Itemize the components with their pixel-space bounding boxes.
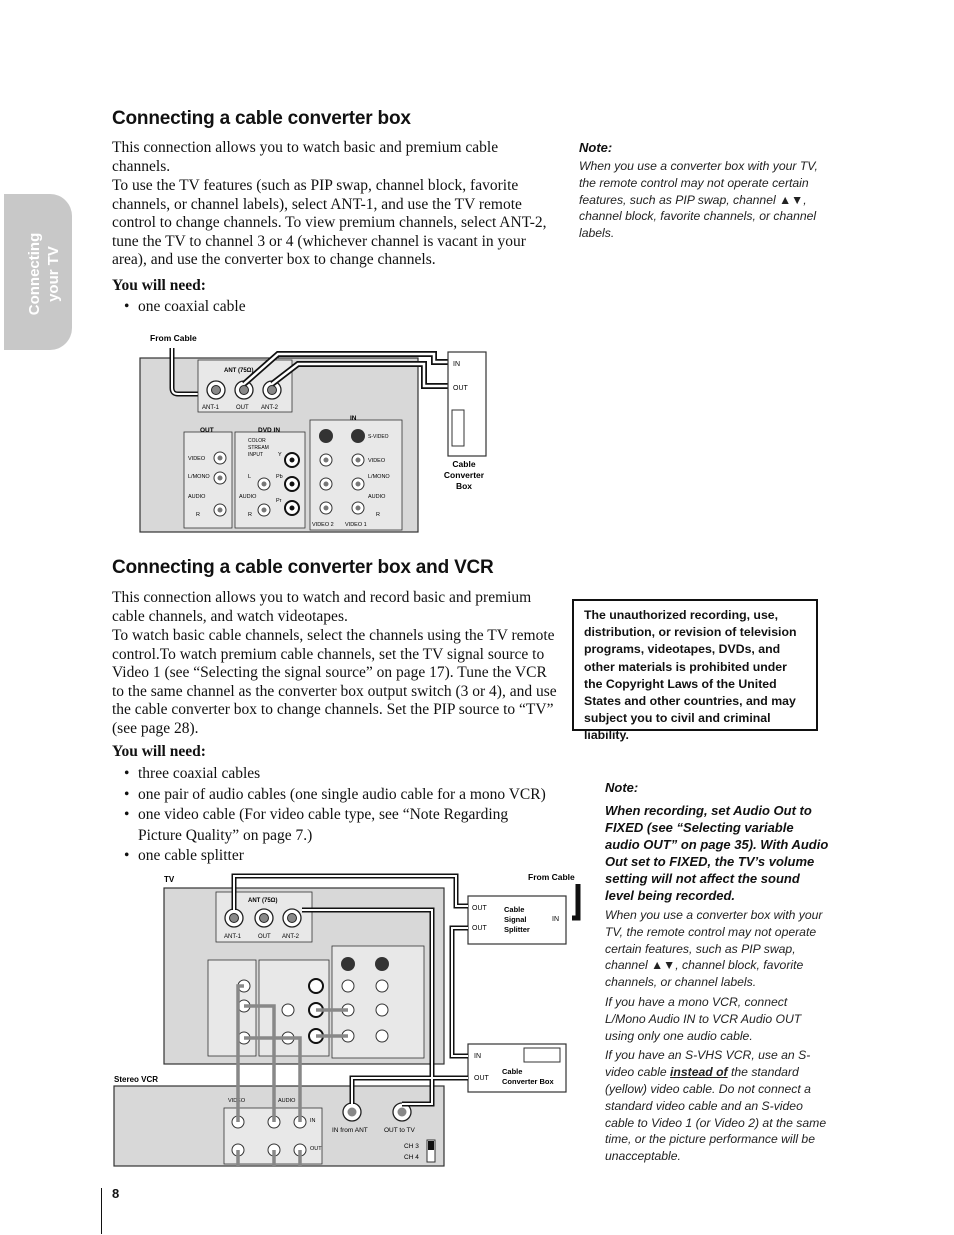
box-label-line1: Cable — [452, 459, 476, 469]
ch3-label: CH 3 — [404, 1143, 419, 1150]
dvd-audio-label: AUDIO — [239, 494, 257, 500]
ant-out-label: OUT — [236, 405, 249, 411]
section2-need-label: You will need: — [112, 743, 206, 760]
svideo-label: S-VIDEO — [368, 434, 389, 440]
need-item: • three coaxial cables — [138, 764, 578, 785]
need-item: • one cable splitter — [138, 846, 578, 867]
section1-para2: To use the TV features (such as PIP swap, channel block, favorite channels, or channel labels), select ANT-1, and use the TV remote control to change channels. To view premium channels, select ANT-2, tune the TV to channel 3 or 4 (whichever channel is vacant in your area), and use the converter box to change channels. — [112, 177, 547, 268]
out-group-label: OUT — [200, 427, 214, 434]
in-group-label: IN — [350, 415, 357, 422]
section1-need-list — [112, 297, 246, 318]
out-video-label: VIDEO — [188, 456, 206, 462]
box-label-line2: Converter — [443, 470, 485, 480]
section1-body — [112, 139, 560, 271]
section2-body — [112, 589, 560, 739]
section2-note-title: Note: — [605, 780, 639, 795]
section1-title: Connecting a cable converter box — [112, 108, 411, 129]
section2-note-p1: When you use a converter box with your TV, the remote control may not operate certain features, such as PIP swap, channel ▲▼, channel block, favorite channels, or channel labels. — [605, 908, 823, 990]
copyright-warning-box: The unauthorized recording, use, distribution, or revision of television programs, videotapes, DVDs, and other materials is prohibited under the Copyright Laws of the United States and other countries, and may subject you to civil and criminal liability. — [572, 599, 818, 731]
box-in-label: IN — [453, 361, 460, 368]
section2-para1: This connection allows you to watch and record basic and premium cable channels, and watch videotapes. — [112, 589, 532, 625]
in-video-label: VIDEO — [368, 458, 386, 464]
side-tab-label — [10, 214, 70, 334]
color-stream-line3: INPUT — [248, 452, 263, 458]
box-label-line3: Box — [455, 481, 473, 491]
out-to-tv-label: OUT to TV — [384, 1127, 415, 1134]
splitter-out1-label: OUT — [472, 905, 487, 912]
need-item: • one pair of audio cables (one single audio cable for a mono VCR) — [138, 785, 578, 806]
need-item: • one coaxial cable — [138, 297, 246, 318]
section2-need-list — [112, 764, 578, 867]
dvd-pr-label: Pr — [276, 498, 282, 504]
section1-note-title: Note: — [579, 140, 613, 155]
section1-need-label: You will need: — [112, 277, 206, 294]
ch4-label: CH 4 — [404, 1154, 419, 1161]
side-tab-line2: your TV — [45, 246, 62, 302]
box-out-label: OUT — [453, 385, 468, 392]
ant2-label: ANT-2 — [261, 405, 279, 411]
splitter-out2-label: OUT — [472, 925, 487, 932]
from-cable-label-2: From Cable — [528, 872, 575, 882]
section2-note-bold: When recording, set Audio Out to FIXED (see “Selecting variable audio OUT” on page 35). With Audio Out set to FIXED, the TV’s volume setting will not affect the sound level being recorded. — [605, 803, 829, 903]
ant-label-2: ANT (75Ω) — [248, 898, 278, 904]
dvd-y-label: Y — [278, 452, 282, 458]
diagram-converter-box-vcr — [112, 870, 586, 1168]
ant1-label-2: ANT-1 — [224, 934, 242, 940]
color-stream-line1: COLOR — [248, 438, 266, 444]
out-lmono-label: L/MONO — [188, 474, 210, 480]
splitter-label-line1: Cable — [504, 905, 525, 914]
splitter-label-line3: Splitter — [504, 925, 530, 934]
ant-out-label-2: OUT — [258, 934, 271, 940]
page-number: 8 — [112, 1186, 120, 1201]
in-from-ant-label: IN from ANT — [332, 1127, 368, 1134]
section2-note-p3c: the standard (yellow) video cable. Do not connect a standard video cable and an S-video cable to Video 1 (or Video 2) at the same time, or the picture performance will be unacceptable. — [605, 1065, 827, 1164]
section1-note-text: When you use a converter box with your TV, the remote control may not operate certain features, such as PIP swap, channel ▲▼, channel block, favorite channels, or channel labels. — [579, 159, 818, 241]
splitter-in-label: IN — [552, 916, 559, 923]
vcr-audio-label: AUDIO — [278, 1098, 296, 1104]
section2-note-p3 — [605, 1047, 831, 1165]
box2-in-label: IN — [474, 1053, 481, 1060]
dvd-r-label: R — [248, 512, 252, 518]
ant-label: ANT (75Ω) — [224, 368, 254, 374]
section2-note-p2: If you have a mono VCR, connect L/Mono Audio IN to VCR Audio OUT using only one audio cable. — [605, 994, 802, 1043]
dvd-pb-label: Pb — [276, 474, 283, 480]
out-r-label: R — [196, 512, 200, 518]
instead-of-emphasis: instead of — [670, 1065, 728, 1080]
color-stream-line2: STREAM — [248, 445, 269, 451]
dvd-l-label: L — [248, 474, 252, 480]
vcr-video-label: VIDEO — [228, 1098, 246, 1104]
tv-label: TV — [164, 875, 175, 884]
vcr-in-label: IN — [310, 1118, 316, 1124]
video2-label: VIDEO 2 — [312, 522, 334, 528]
box2-label-line1: Cable — [502, 1067, 523, 1076]
splitter-label-line2: Signal — [504, 915, 527, 924]
section2-note — [605, 802, 831, 1165]
ant2-label-2: ANT-2 — [282, 934, 300, 940]
diagram-converter-box — [138, 326, 492, 536]
stereo-vcr-label: Stereo VCR — [114, 1075, 159, 1084]
dvd-in-label: DVD IN — [258, 427, 281, 434]
need-item: • one video cable (For video cable type, see “Note Regarding Picture Quality” on page 7.) — [138, 805, 518, 846]
video1-label: VIDEO 1 — [345, 522, 367, 528]
section1-para1: This connection allows you to watch basic and premium cable channels. — [112, 139, 499, 175]
side-tab-line1: Connecting — [26, 232, 43, 316]
section2-para2: To watch basic cable channels, select the channels using the TV remote control.To watch premium cable channels, set the TV signal source to Video 1 (see “Selecting the signal source” on page 17). Tune the VCR to the same channel as the converter box output switch (3 or 4), and use the cable converter box to change channels. Set the PIP source to “TV” (see page 28). — [112, 627, 557, 737]
vcr-out-label: OUT — [310, 1146, 322, 1152]
section2-title: Connecting a cable converter box and VCR — [112, 557, 494, 578]
in-audio-label: AUDIO — [368, 494, 386, 500]
footer-rule — [101, 1188, 102, 1234]
in-r-label: R — [376, 512, 380, 518]
section2-note-p3a: If you have an S-VHS VCR, use an S-video cable — [605, 1048, 811, 1080]
ant1-label: ANT-1 — [202, 405, 220, 411]
from-cable-label: From Cable — [150, 333, 197, 343]
box2-label-line2: Converter Box — [502, 1077, 554, 1086]
box2-out-label: OUT — [474, 1075, 489, 1082]
out-audio-label: AUDIO — [188, 494, 206, 500]
in-lmono-label: L/MONO — [368, 474, 390, 480]
